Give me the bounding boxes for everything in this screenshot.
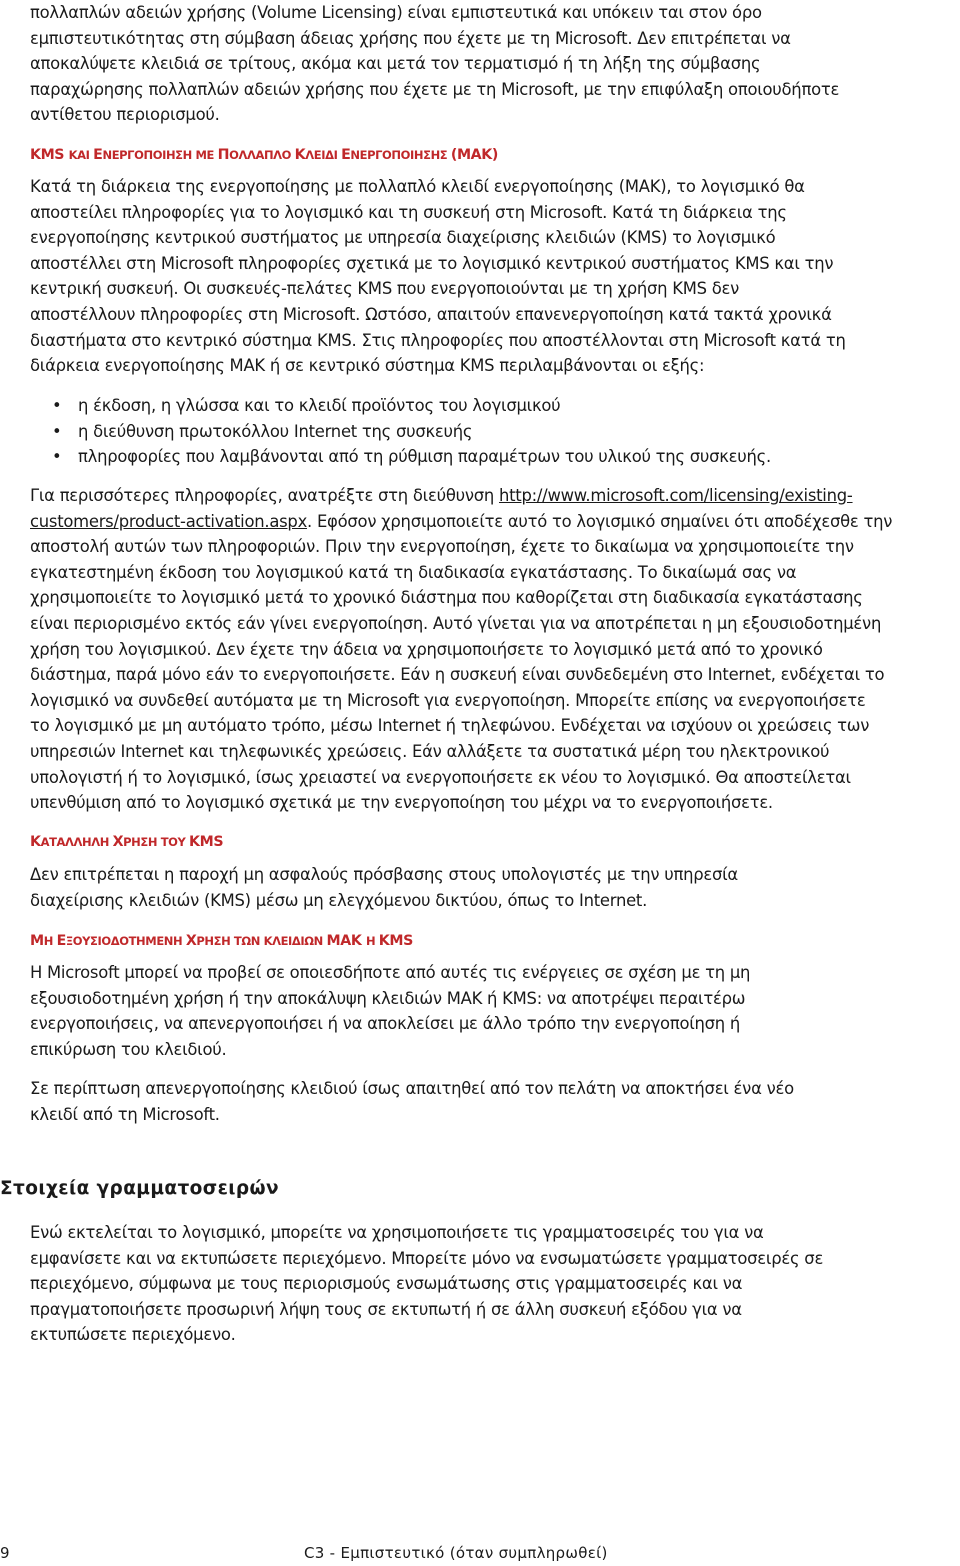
footer-classification: C3 - Εμπιστευτικό (όταν συμπληρωθεί) [304, 1544, 608, 1562]
heading-part: ΑΤΑΛΛΗΛΗ [40, 835, 113, 849]
bullet-icon: • [52, 447, 62, 467]
intro-line: παραχώρησης πολλαπλών αδειών χρήσης που έχετε με τη Microsoft, με την επιφύλαξη οποιουδήποτε [30, 79, 840, 99]
paragraph-line: εμφανίσετε και να εκτυπώσετε περιεχόμενο. Μπορείτε μόνο να ενσωματώσετε γραμματοσειρές σε [30, 1248, 824, 1268]
list-item [30, 444, 954, 470]
paragraph-line: Κατά τη διάρκεια της ενεργοποίησης με πολλαπλό κλειδί ενεργοποίησης (MAK), το λογισμικό θα [30, 177, 805, 196]
paragraph-line: διαχείρισης κλειδιών (KMS) μέσω μη ελεγχόμενου δικτύου, όπως το Internet. [30, 890, 648, 910]
heading-part: Ε [93, 147, 103, 163]
paragraph-line: ενεργοποιήσεις, να απενεργοποιήσει ή να αποκλείσει με άλλο τρόπο την ενεργοποίηση ή [30, 1014, 741, 1034]
heading-part: Π [217, 147, 230, 163]
heading-part: KMS [189, 834, 224, 850]
info-bullet-list [30, 393, 954, 470]
paragraph-line: χρήση του λογισμικού. Δεν έχετε την άδεια να χρησιμοποιήσετε το λογισμικό μετά από το χρονικό [30, 639, 823, 659]
paragraph-line: εγκατεστημένη έκδοση του λογισμικού κατά τη διαδικασία εγκατάστασης. Το δικαίωμά σας να [30, 562, 797, 582]
proper-use-paragraph [30, 862, 954, 913]
bullet-icon: • [52, 396, 62, 415]
intro-line: αποκαλύψετε κλειδιά σε τρίτους, ακόμα και μετά τον τερματισμό ή τη λήξη της σύμβασης [30, 54, 761, 74]
heading-part: Κ [30, 834, 41, 850]
heading-part: Ε [56, 933, 66, 949]
heading-part: (MAK) [450, 147, 498, 163]
intro-line: πολλαπλών αδειών χρήσης (Volume Licensing) είναι εμπιστευτικά και υπόκειν ται στον όρο [30, 3, 762, 22]
list-item [30, 393, 954, 419]
paragraph-line: περιεχόμενο, σύμφωνα με τους περιορισμούς ενσωμάτωσης στις γραμματοσειρές και να [30, 1274, 743, 1294]
heading-part: Μ [30, 933, 44, 949]
fonts-paragraph [30, 1220, 954, 1348]
heading-part: ΝΕΡΓΟΠΟΙΗΣΗ ΜΕ [102, 148, 218, 162]
paragraph-line: αποστολή αυτών των πληροφοριών. Πριν την ενεργοποίηση, έχετε το δικαίωμα να χρησιμοποιείτε την [30, 537, 854, 557]
paragraph-line: αποστέλλουν πληροφορίες στη Microsoft. Ωστόσο, απαιτούν επανενεργοποίηση κατά τακτά χρονικά [30, 304, 832, 324]
paragraph-line: χρησιμοποιείτε το λογισμικό μετά το χρονικό διάστημα που καθορίζεται στη διαδικασία εγκατάστασης [30, 588, 863, 608]
heading-part: ΡΗΣΗ ΤΟΥ [123, 835, 190, 849]
heading-part: ΝΕΡΓΟΠΟΙΗΣΗΣ [350, 148, 451, 162]
list-item-text: η έκδοση, η γλώσσα και το κλειδί προϊόντος του λογισμικού [78, 396, 561, 415]
list-item-text: η διεύθυνση πρωτοκόλλου Internet της συσκευής [78, 421, 473, 441]
paragraph-line: διαστήματα στο κεντρικό σύστημα KMS. Στις πληροφορίες που αποστέλλονται στη Microsoft κατά τη [30, 330, 846, 350]
activation-link-continued[interactable]: customers/product-activation.aspx [30, 511, 308, 531]
activation-link[interactable]: http://www.microsoft.com/licensing/existing- [498, 486, 853, 505]
fonts-section-heading: Στοιχεία γραμματοσειρών [0, 1178, 279, 1199]
intro-paragraph [30, 0, 954, 128]
heading-part: MAK [326, 933, 366, 949]
paragraph-line: αποστείλει πληροφορίες για το λογισμικό και τη συσκευή στη Microsoft. Κατά τη διάρκεια της [30, 202, 787, 222]
paragraph-line: το λογισμικό με μη αυτόματο τρόπο, μέσω Internet ή τηλεφώνου. Ενδέχεται να ισχύουν οι χρεώσεις των [30, 716, 870, 736]
text-run: Για περισσότερες πληροφορίες, ανατρέξτε στη διεύθυνση [30, 486, 499, 505]
paragraph-line: υπολογιστή ή το λογισμικό, ίσως χρειαστεί να ενεργοποιήσετε εκ νέου το λογισμικό. Θα αποστείλεται [30, 767, 851, 787]
paragraph-line: Δεν επιτρέπεται η παροχή μη ασφαλούς πρόσβασης στους υπολογιστές με την υπηρεσία [30, 865, 738, 884]
unauthorized-paragraph-1 [30, 960, 954, 1062]
list-item-text: πληροφορίες που λαμβάνονται από τη ρύθμιση παραμέτρων του υλικού της συσκευής. [78, 447, 771, 467]
kms-mak-paragraph [30, 174, 954, 379]
paragraph-line: κλειδί από τη Microsoft. [30, 1104, 220, 1124]
paragraph-line: κεντρική συσκευή. Οι συσκευές-πελάτες KMS που ενεργοποιούνται με τη χρήση KMS δεν [30, 279, 740, 299]
heading-part: ΟΛΛΑΠΛΟ [229, 148, 295, 162]
heading-part: Χ [112, 834, 124, 850]
paragraph-line: διάρκεια ενεργοποίησης MAK ή σε κεντρικό σύστημα KMS περιλαμβάνονται οι εξής: [30, 356, 705, 376]
paragraph-line: αποστέλλει στη Microsoft πληροφορίες σχετικά με το λογισμικό κεντρικού συστήματος KMS και την [30, 253, 834, 273]
heading-part: ΡΗΣΗ ΤΩΝ ΚΛΕΙΔΙΩΝ [196, 934, 327, 948]
heading-part: ΛΕΙΔΙ [305, 148, 342, 162]
unauthorized-use-heading [30, 930, 413, 952]
paragraph-line: υπενθύμιση από το λογισμικό σχετικά με την ενεργοποίηση του μέχρι να το ενεργοποιήσετε. [30, 793, 773, 813]
paragraph-line [30, 509, 954, 535]
intro-line: αντίθετου περιορισμού. [30, 105, 220, 125]
heading-part: KMS [378, 933, 413, 949]
heading-part: ΚΑΙ [68, 148, 94, 162]
unauthorized-paragraph-2 [30, 1076, 954, 1127]
heading-part: Χ [185, 933, 197, 949]
heading-part: Ε [341, 147, 351, 163]
list-item [30, 419, 954, 445]
intro-line: εμπιστευτικότητας στη σύμβαση άδειας χρήσης που έχετε με τη Microsoft. Δεν επιτρέπεται να [30, 28, 791, 48]
paragraph-line: υπηρεσιών Internet και τηλεφωνικές χρεώσεις. Εάν αλλάξετε τα συστατικά μέρη του ηλεκτρονικού [30, 741, 830, 761]
paragraph-line: λογισμικό να συνδεθεί αυτόματα με τη Microsoft για ενεργοποίηση. Μπορείτε επίσης να ενεργοποιήσετε [30, 690, 866, 710]
paragraph-line: εκτυπώσετε περιεχόμενο. [30, 1325, 236, 1345]
heading-part: Η [365, 934, 379, 948]
paragraph-line: επικύρωση του κλειδιού. [30, 1039, 227, 1059]
kms-mak-section-heading [30, 144, 498, 166]
heading-part: Κ [294, 147, 306, 163]
heading-part: Η [43, 934, 57, 948]
paragraph-line: διάστημα, παρά μόνο εάν το ενεργοποιήσετε. Εάν η συσκευή είναι συνδεδεμένη στο Internet, ενδέχεται το [30, 665, 885, 685]
proper-use-heading [30, 831, 223, 853]
paragraph-line: Σε περίπτωση απενεργοποίησης κλειδιού ίσως απαιτηθεί από τον πελάτη να αποκτήσει ένα νέο [30, 1079, 794, 1098]
activation-info-paragraph [30, 483, 954, 816]
paragraph-line: Η Microsoft μπορεί να προβεί σε οποιεσδήποτε από αυτές τις ενέργειες σε σχέση με τη μη [30, 963, 751, 982]
paragraph-line: ενεργοποίησης κεντρικού συστήματος με υπηρεσία διαχείρισης κλειδιών (KMS) το λογισμικό [30, 228, 776, 248]
text-run: . Εφόσον χρησιμοποιείτε αυτό το λογισμικό σημαίνει ότι αποδέχεσθε την [307, 511, 893, 531]
heading-part: KMS [30, 147, 69, 163]
paragraph-line: είναι περιορισμένο εκτός εάν γίνει ενεργοποίηση. Αυτό γίνεται για να αποτρέπεται η μη εξουσιοδοτημένη [30, 613, 882, 633]
page-number: 9 [0, 1544, 10, 1562]
bullet-icon: • [52, 421, 62, 441]
paragraph-line: εξουσιοδοτημένη χρήση ή την αποκάλυψη κλειδιών MAK ή KMS: να αποτρέψει περαιτέρω [30, 988, 746, 1008]
heading-part: ΞΟΥΣΙΟΔΟΤΗΜΕΝΗ [65, 934, 186, 948]
paragraph-line: πραγματοποιήσετε προσωρινή λήψη τους σε εκτυπωτή ή σε άλλη συσκευή εξόδου για να [30, 1299, 742, 1319]
paragraph-line [30, 483, 954, 509]
paragraph-line: Ενώ εκτελείται το λογισμικό, μπορείτε να χρησιμοποιήσετε τις γραμματοσειρές του για να [30, 1223, 764, 1242]
